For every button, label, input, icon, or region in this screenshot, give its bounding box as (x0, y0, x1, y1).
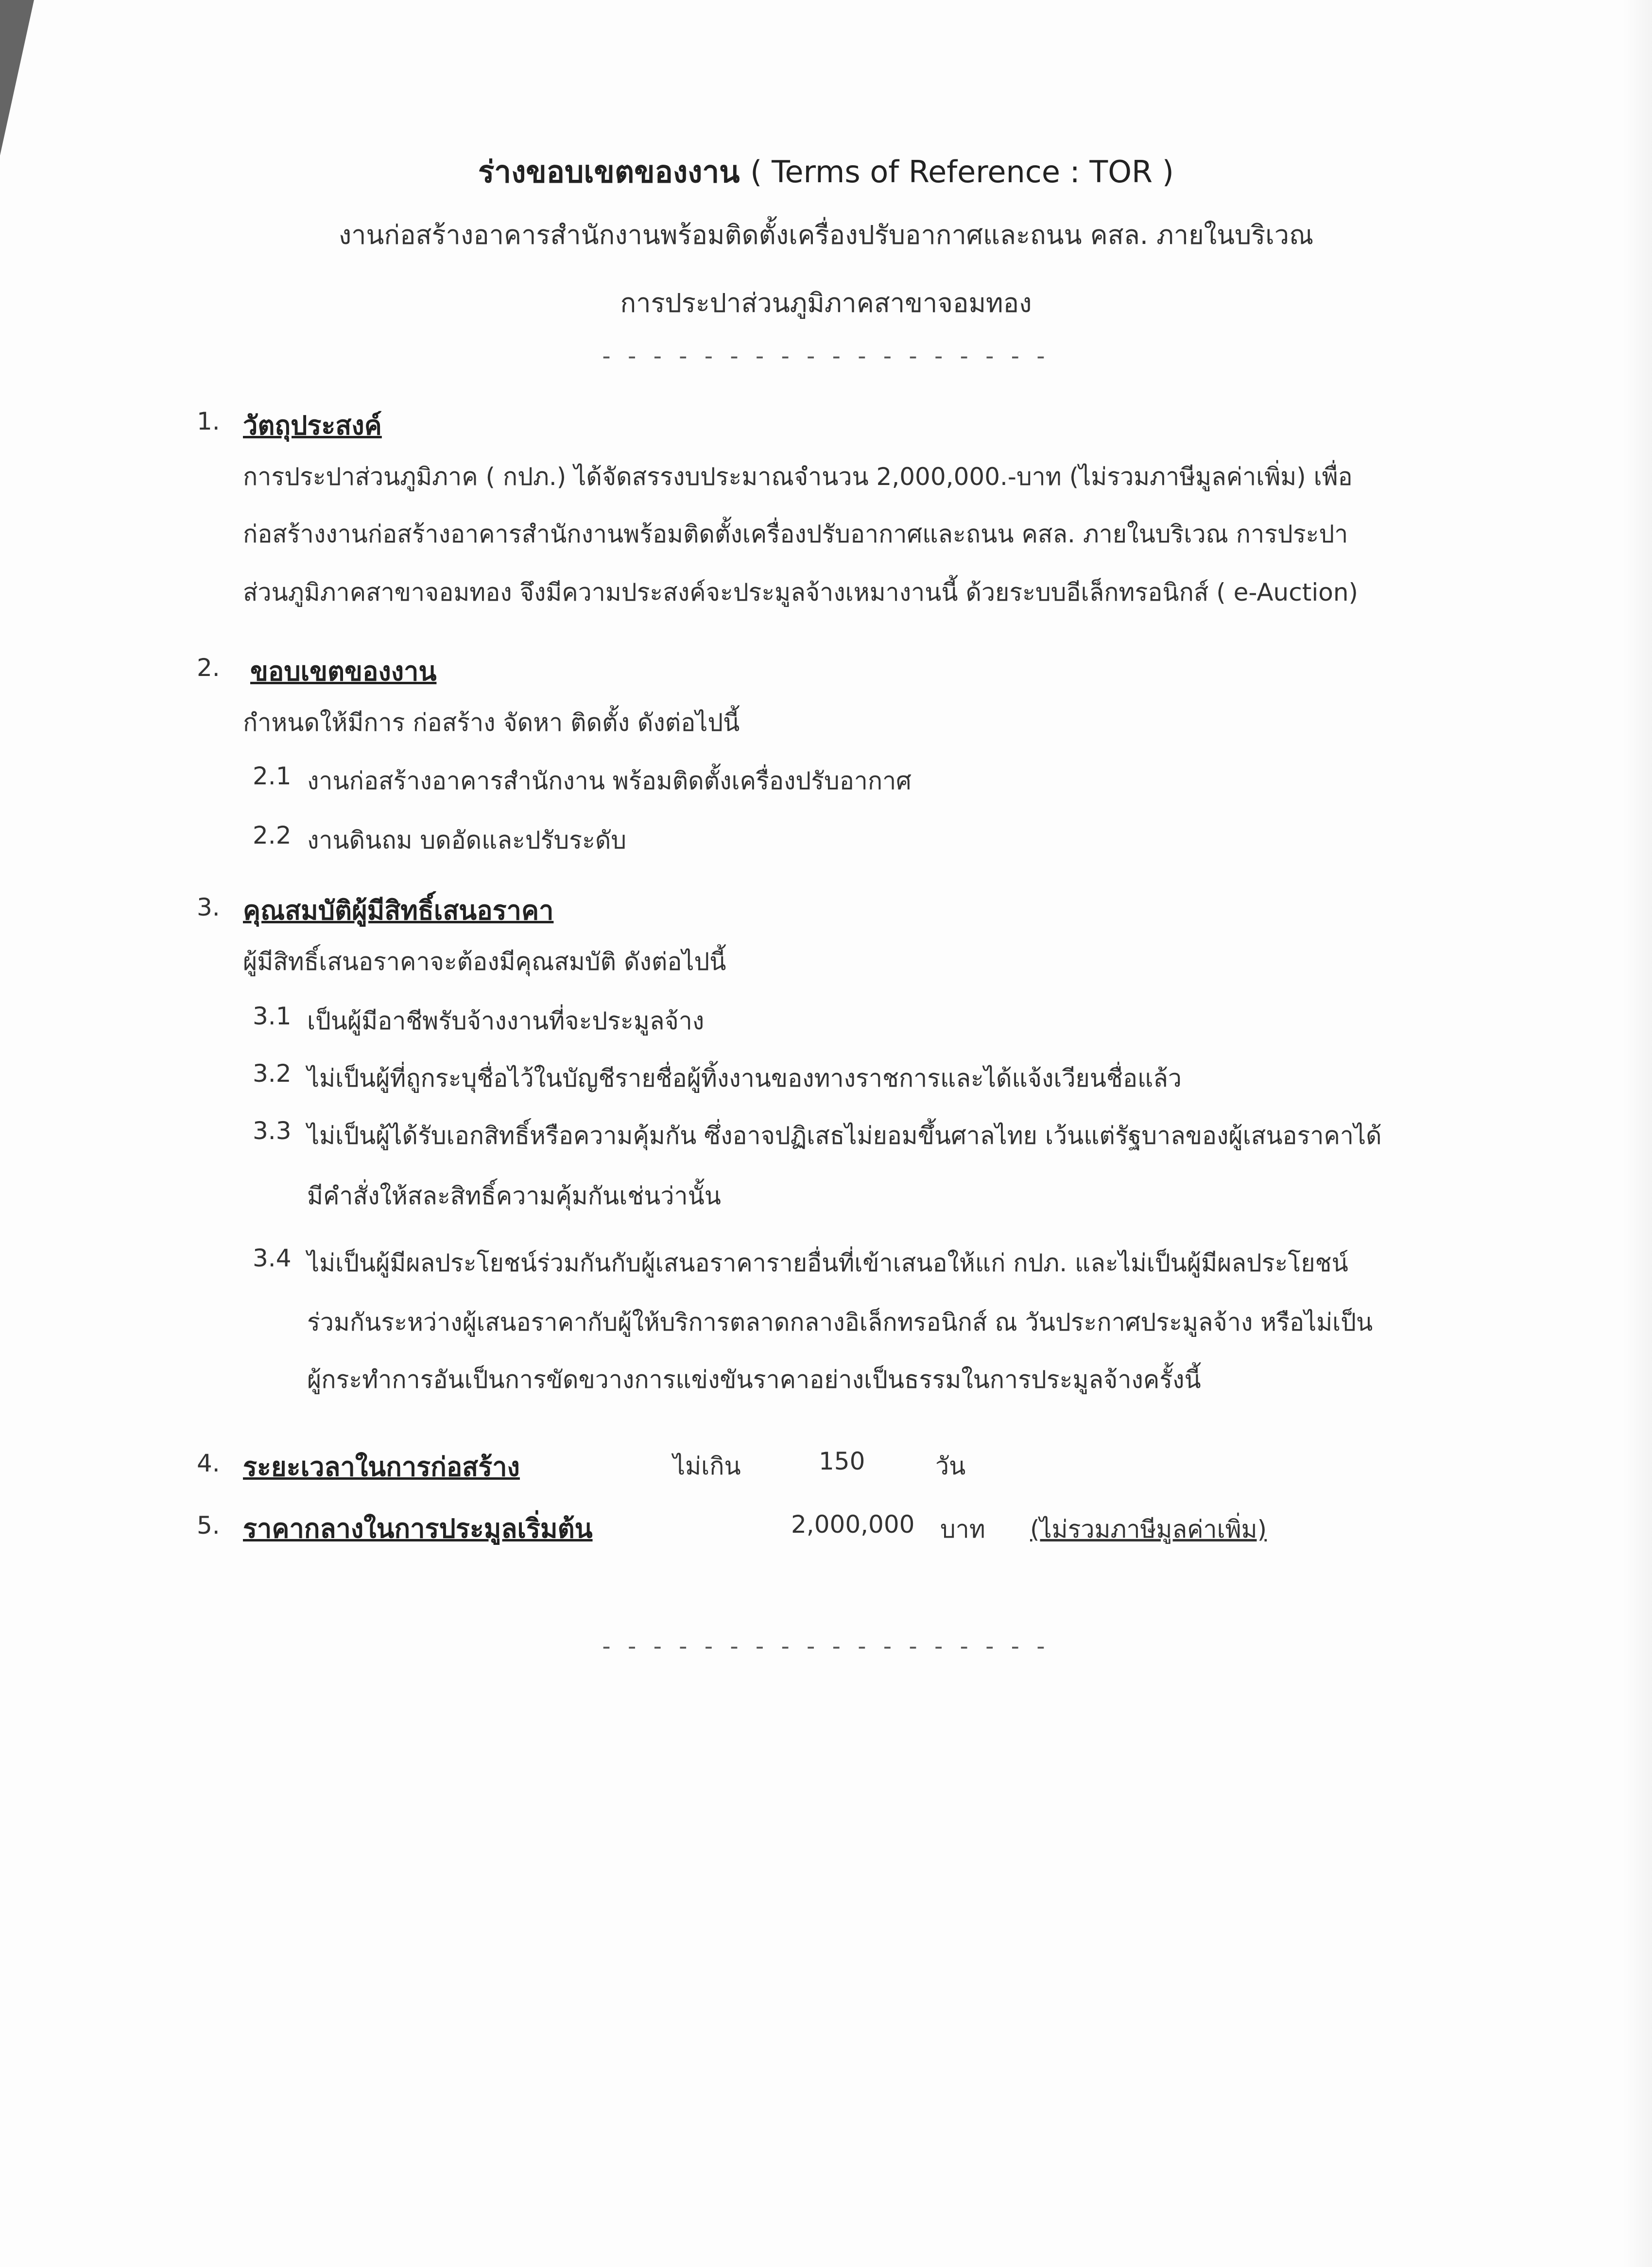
section-4-number: 4. (197, 1449, 220, 1477)
section-2-heading: ขอบเขตของงาน (250, 656, 437, 687)
section-3-intro: ผู้มีสิทธิ์เสนอราคาจะต้องมีคุณสมบัติ ดังต่อไปนี้ (243, 948, 726, 976)
section-4-limit: ไม่เกิน (673, 1452, 741, 1480)
section-5-number: 5. (197, 1511, 220, 1540)
section-2-item-2-text: งานดินถม บดอัดและปรับระดับ (307, 826, 627, 854)
section-3-item-4-number: 3.4 (253, 1244, 292, 1272)
title-thai: ร่างขอบเขตของงาน (478, 154, 740, 190)
section-4-value: 150 (819, 1447, 865, 1475)
section-2-intro: กำหนดให้มีการ ก่อสร้าง จัดหา ติดตั้ง ดังต่อไปนี้ (243, 709, 740, 737)
section-1-heading: วัตถุประสงค์ (243, 410, 382, 441)
section-2-item-1-text: งานก่อสร้างอาคารสำนักงาน พร้อมติดตั้งเครื่องปรับอากาศ (307, 767, 912, 795)
bottom-separator: - - - - - - - - - - - - - - - - - - (602, 1633, 1050, 1660)
section-3-item-3-line-1: ไม่เป็นผู้ได้รับเอกสิทธิ์หรือความคุ้มกัน ซึ่งอาจปฏิเสธไม่ยอมขึ้นศาลไทย เว้นแต่รัฐบาลของผู้เสนอราคาได้ (307, 1122, 1382, 1150)
section-3-item-3-number: 3.3 (253, 1117, 292, 1145)
section-5-amount: 2,000,000 (791, 1510, 915, 1539)
subtitle-line-2: การประปาส่วนภูมิภาคสาขาจอมทอง (620, 288, 1032, 318)
section-2-number: 2. (197, 654, 220, 682)
top-separator: - - - - - - - - - - - - - - - - - - (602, 343, 1050, 370)
section-2-item-2-number: 2.2 (253, 821, 292, 849)
section-3-item-4-line-3: ผู้กระทำการอันเป็นการขัดขวางการแข่งขันราคาอย่างเป็นธรรมในการประมูลจ้างครั้งนี้ (307, 1366, 1201, 1394)
section-3-number: 3. (197, 893, 220, 921)
section-3-item-1-line-1: เป็นผู้มีอาชีพรับจ้างงานที่จะประมูลจ้าง (307, 1007, 705, 1035)
section-5-unit: บาท (940, 1515, 985, 1543)
section-4-heading: ระยะเวลาในการก่อสร้าง (243, 1452, 520, 1482)
section-1-line-1: การประปาส่วนภูมิภาค ( กปภ.) ได้จัดสรรงบประมาณจำนวน 2,000,000.-บาท (ไม่รวมภาษีมูลค่าเพิ่ม) เพื่อ (243, 463, 1353, 491)
section-3-heading: คุณสมบัติผู้มีสิทธิ์เสนอราคา (243, 895, 554, 926)
section-5-heading: ราคากลางในการประมูลเริ่มต้น (243, 1513, 593, 1544)
section-1-line-2: ก่อสร้างงานก่อสร้างอาคารสำนักงานพร้อมติดตั้งเครื่องปรับอากาศและถนน คสล. ภายในบริเวณ การประปา (243, 520, 1348, 548)
scan-shadow-edge (1623, 0, 1652, 2267)
scan-shadow-corner (0, 0, 34, 156)
section-1-number: 1. (197, 407, 220, 435)
section-3-item-2-line-1: ไม่เป็นผู้ที่ถูกระบุชื่อไว้ในบัญชีรายชื่อผู้ทิ้งงานของทางราชการและได้แจ้งเวียนชื่อแล้ว (307, 1064, 1182, 1092)
section-2-item-1-number: 2.1 (253, 762, 292, 790)
section-3-item-3-line-2: มีคำสั่งให้สละสิทธิ์ความคุ้มกันเช่นว่านั้น (307, 1182, 721, 1210)
document-title (0, 148, 1652, 196)
section-3-item-4-line-1: ไม่เป็นผู้มีผลประโยชน์ร่วมกันกับผู้เสนอราคารายอื่นที่เข้าเสนอให้แก่ กปภ. และไม่เป็นผู้มีผลประโยชน์ (307, 1249, 1348, 1277)
section-5-note: (ไม่รวมภาษีมูลค่าเพิ่ม) (1030, 1515, 1267, 1543)
section-3-item-2-number: 3.2 (253, 1059, 292, 1088)
section-1-line-3: ส่วนภูมิภาคสาขาจอมทอง จึงมีความประสงค์จะประมูลจ้างเหมางานนี้ ด้วยระบบอีเล็กทรอนิกส์ ( e-Auction) (243, 578, 1359, 606)
section-3-item-4-line-2: ร่วมกันระหว่างผู้เสนอราคากับผู้ให้บริการตลาดกลางอิเล็กทรอนิกส์ ณ วันประกาศประมูลจ้าง หรือไม่เป็น (307, 1308, 1373, 1336)
section-3-item-1-number: 3.1 (253, 1002, 292, 1030)
title-english: ( Terms of Reference : TOR ) (750, 154, 1174, 190)
subtitle-line-1: งานก่อสร้างอาคารสำนักงานพร้อมติดตั้งเครื่องปรับอากาศและถนน คสล. ภายในบริเวณ (338, 220, 1314, 250)
section-4-unit: วัน (935, 1452, 966, 1480)
